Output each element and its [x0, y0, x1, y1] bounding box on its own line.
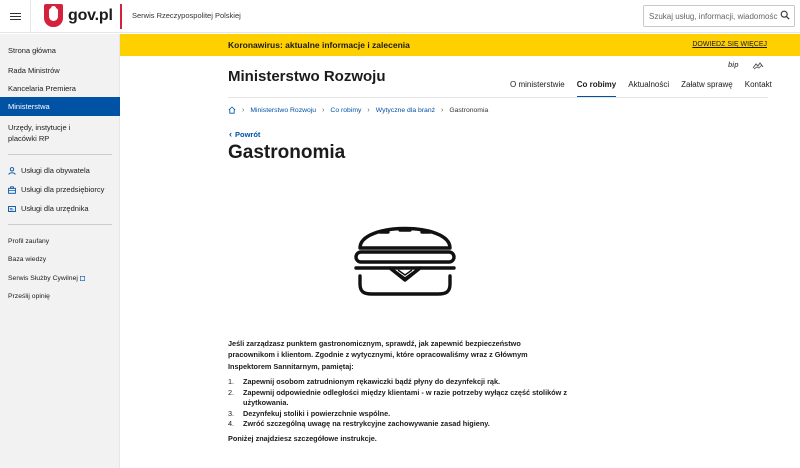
ministry-tabs — [510, 80, 772, 98]
sign-language-icon[interactable] — [752, 62, 764, 70]
sidebar — [0, 34, 120, 468]
sidebar-item-label: Usługi dla obywatela — [21, 166, 90, 175]
sidebar-item-label: Kancelaria Premiera — [8, 84, 76, 93]
chevron-right-icon: › — [322, 106, 325, 114]
tab-services[interactable]: Załatw sprawę — [681, 80, 733, 89]
red-divider — [120, 4, 122, 29]
menu-icon[interactable] — [0, 0, 30, 33]
tab-what-we-do[interactable]: Co robimy — [577, 80, 617, 98]
external-link-icon — [80, 276, 85, 281]
tab-news[interactable]: Aktualności — [628, 80, 670, 89]
gov-logo[interactable] — [44, 4, 113, 27]
bip-link[interactable] — [728, 62, 739, 69]
chevron-right-icon: › — [441, 106, 444, 114]
chevron-left-icon: ‹ — [229, 129, 232, 139]
divider — [228, 97, 768, 98]
list-item-text: Zapewnij odpowiednie odległości między klientami - w razie potrzeby wyłącz część stolików z użytkowania. — [243, 387, 567, 408]
search-input[interactable] — [644, 12, 778, 21]
sidebar-item-offices[interactable] — [0, 122, 90, 144]
link-civil-service[interactable] — [8, 275, 85, 282]
list-item-text: Dezynfekuj stoliki i powierzchnie wspólne. — [243, 408, 391, 418]
instructions-note: Poniżej znajdziesz szczegółowe instrukcje. — [228, 434, 377, 443]
list-item: 4. Zwróć szczególną uwagę na restrykcyjne zachowywanie zasad higieny. — [228, 419, 490, 429]
ministry-name[interactable]: Ministerstwo Rozwoju — [228, 68, 386, 85]
search-icon[interactable] — [780, 10, 790, 20]
sidebar-item-ministries[interactable] — [0, 97, 120, 116]
sidebar-item-business-services[interactable] — [8, 185, 104, 194]
intro-text: Jeśli zarządzasz punktem gastronomicznym, sprawdź, jak zapewnić bezpieczeństwo pracownikom i klientom. Zgodnie z wytycznymi, które opracowaliśmy wraz z Głównym Inspektorem Sannitarnym, pamiętaj: — [228, 339, 528, 371]
sidebar-item-label: Usługi dla przedsiębiorcy — [21, 185, 105, 194]
sidebar-item-official-services[interactable] — [8, 204, 89, 213]
list-item-text: Zapewnij osobom zatrudnionym rękawiczki bądź płyny do dezynfekcji rąk. — [243, 377, 501, 386]
sidebar-item-council[interactable] — [0, 66, 120, 75]
list-item: 3. Dezynfekuj stoliki i powierzchnie wspólne. — [228, 408, 391, 418]
chevron-right-icon: › — [242, 106, 245, 114]
divider — [8, 154, 112, 155]
search-box — [643, 5, 795, 27]
person-icon — [8, 167, 16, 175]
sidebar-item-label: Usługi dla urzędnika — [21, 204, 89, 213]
sidebar-item-citizen-services[interactable] — [8, 166, 90, 175]
top-header — [0, 0, 800, 33]
breadcrumb-item[interactable]: Ministerstwo Rozwoju — [250, 106, 317, 114]
divider — [8, 224, 112, 225]
breadcrumb-current: Gastronomia — [449, 106, 489, 114]
card-icon — [8, 205, 16, 213]
banner-text: Koronawirus: aktualne informacje i zalecenia — [228, 40, 410, 50]
tab-about[interactable]: O ministerstwie — [510, 80, 565, 89]
logo-text: gov.pl — [68, 6, 113, 24]
back-link[interactable] — [229, 129, 260, 139]
sidebar-item-label: Strona główna — [8, 46, 56, 55]
sidebar-item-label: Ministerstwa — [8, 102, 50, 111]
steps-list — [228, 377, 608, 430]
sidebar-item-label: Urzędy, instytucje i placówki RP — [8, 123, 71, 143]
breadcrumb-item[interactable]: Co robimy — [330, 106, 362, 114]
page-title: Gastronomia — [228, 142, 346, 163]
tab-contact[interactable]: Kontakt — [744, 80, 772, 89]
sidebar-item-chancellery[interactable] — [0, 84, 120, 93]
bip-icon: bip — [728, 62, 739, 69]
sidebar-item-home[interactable] — [0, 46, 120, 55]
covid-banner — [120, 34, 800, 56]
list-item: 1. Zapewnij osobom zatrudnionym rękawiczki bądź płyny do dezynfekcji rąk. — [228, 377, 501, 386]
chevron-right-icon: › — [367, 106, 370, 114]
link-trusted-profile[interactable]: Profil zaufany — [8, 238, 50, 245]
hamburger-food-icon — [352, 212, 458, 296]
list-item-text: Zwróć szczególną uwagę na restrykcyjne zachowywanie zasad higieny. — [243, 419, 490, 429]
site-title: Serwis Rzeczypospolitej Polskiej — [132, 11, 241, 20]
link-send-feedback[interactable]: Prześlij opinię — [8, 293, 50, 300]
eagle-icon — [44, 4, 63, 27]
breadcrumb-item[interactable]: Wytyczne dla branż — [375, 106, 435, 114]
divider — [30, 0, 31, 33]
list-item: 2. Zapewnij odpowiednie odległości między klientami - w razie potrzeby wyłącz część stolików z użytkowania. — [228, 388, 608, 409]
link-label: Serwis Służby Cywilnej — [8, 275, 78, 282]
home-icon[interactable] — [228, 106, 236, 114]
banner-link[interactable]: DOWIEDZ SIĘ WIĘCEJ — [692, 41, 767, 48]
link-knowledge-base[interactable]: Baza wiedzy — [8, 256, 47, 263]
breadcrumb — [228, 106, 488, 114]
sidebar-item-label: Rada Ministrów — [8, 66, 60, 75]
briefcase-icon — [8, 186, 16, 194]
back-label: Powrót — [235, 129, 261, 139]
